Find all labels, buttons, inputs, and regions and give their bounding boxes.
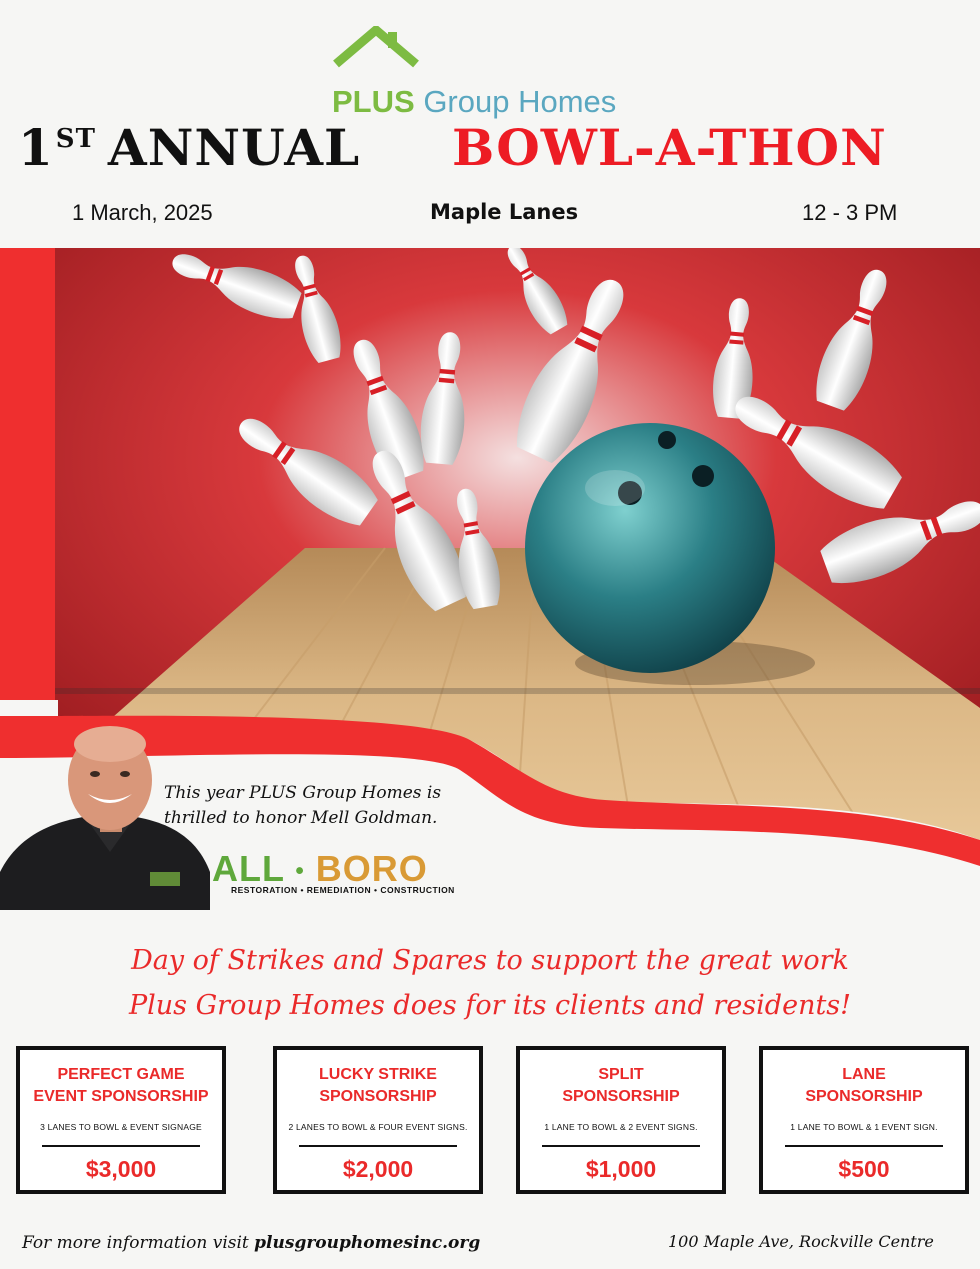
plus-group-homes-logo [330, 26, 670, 119]
allboro-tagline: RESTORATION • REMEDIATION • CONSTRUCTION [231, 885, 455, 895]
footer-info-prefix: For more information visit [22, 1233, 255, 1253]
sponsorship-divider [785, 1145, 943, 1147]
sponsorship-title [520, 1064, 722, 1108]
sponsorship-box-split [516, 1046, 726, 1194]
logo-wordmark [332, 84, 616, 120]
sponsorship-description: 3 LANES TO BOWL & EVENT SIGNAGE [40, 1122, 202, 1132]
event-venue: Maple Lanes [430, 200, 579, 224]
footer-address: 100 Maple Ave, Rockville Centre [668, 1232, 934, 1251]
sponsorship-divider [299, 1145, 457, 1147]
allboro-logo [212, 848, 512, 900]
sponsorship-divider [42, 1145, 200, 1147]
logo-group-homes: Group Homes [423, 84, 617, 119]
sponsorship-price: $2,000 [342, 1156, 414, 1182]
allboro-wordmark [212, 848, 428, 890]
footer-info [22, 1233, 480, 1253]
sponsorship-box-perfect-game [16, 1046, 226, 1194]
sponsorship-box-lane [759, 1046, 969, 1194]
website-link[interactable]: plusgrouphomesinc.org [254, 1233, 481, 1253]
event-date: 1 March, 2025 [72, 200, 213, 225]
sponsorship-price: $3,000 [85, 1156, 157, 1182]
sponsorship-title [20, 1064, 222, 1108]
title-annual-word: ANNUAL [107, 118, 361, 177]
sponsorship-title-line-2: SPONSORSHIP [562, 1088, 680, 1105]
allboro-all: ALL [212, 848, 285, 889]
sponsorship-description: 1 LANE TO BOWL & 2 EVENT SIGNS. [544, 1122, 698, 1132]
event-title [0, 118, 980, 188]
logo-plus: PLUS [332, 84, 415, 119]
sponsorship-title [277, 1064, 479, 1108]
sponsorship-title-line-2: EVENT SPONSORSHIP [33, 1088, 209, 1105]
allboro-boro: BORO [315, 848, 428, 889]
title-bowl-a-thon: BOWL-A-THON [452, 118, 887, 177]
honoree-text [164, 781, 494, 831]
event-tagline [0, 938, 980, 1028]
sponsorship-divider [542, 1145, 700, 1147]
sponsorship-description: 2 LANES TO BOWL & FOUR EVENT SIGNS. [288, 1122, 468, 1132]
sponsorship-title [763, 1064, 965, 1108]
sponsorship-box-lucky-strike [273, 1046, 483, 1194]
honoree-line-2: thrilled to honor Mell Goldman. [164, 808, 438, 828]
sponsorship-price: $500 [838, 1156, 890, 1182]
red-left-strip [0, 248, 58, 758]
house-roof-icon [330, 26, 670, 86]
honoree-line-1: This year PLUS Group Homes is [164, 783, 442, 803]
title-ordinal: 1 [18, 118, 54, 177]
sponsorship-title-line-1: PERFECT GAME [57, 1066, 185, 1083]
sponsorship-price: $1,000 [585, 1156, 657, 1182]
sponsorship-title-line-1: SPLIT [598, 1066, 644, 1083]
event-time: 12 - 3 PM [802, 200, 898, 225]
sponsorship-title-line-1: LANE [842, 1066, 886, 1083]
title-annual [18, 118, 360, 177]
sponsorship-title-line-1: LUCKY STRIKE [319, 1066, 437, 1083]
tagline-line-1: Day of Strikes and Spares to support the great work [131, 945, 849, 976]
sponsorship-title-line-2: SPONSORSHIP [805, 1088, 923, 1105]
allboro-dot: • [295, 857, 305, 885]
tagline-line-2: Plus Group Homes does for its clients and residents! [128, 990, 852, 1021]
title-ordinal-suffix: ST [55, 124, 96, 154]
sponsorship-title-line-2: SPONSORSHIP [319, 1088, 437, 1105]
sponsorship-description: 1 LANE TO BOWL & 1 EVENT SIGN. [790, 1122, 938, 1132]
